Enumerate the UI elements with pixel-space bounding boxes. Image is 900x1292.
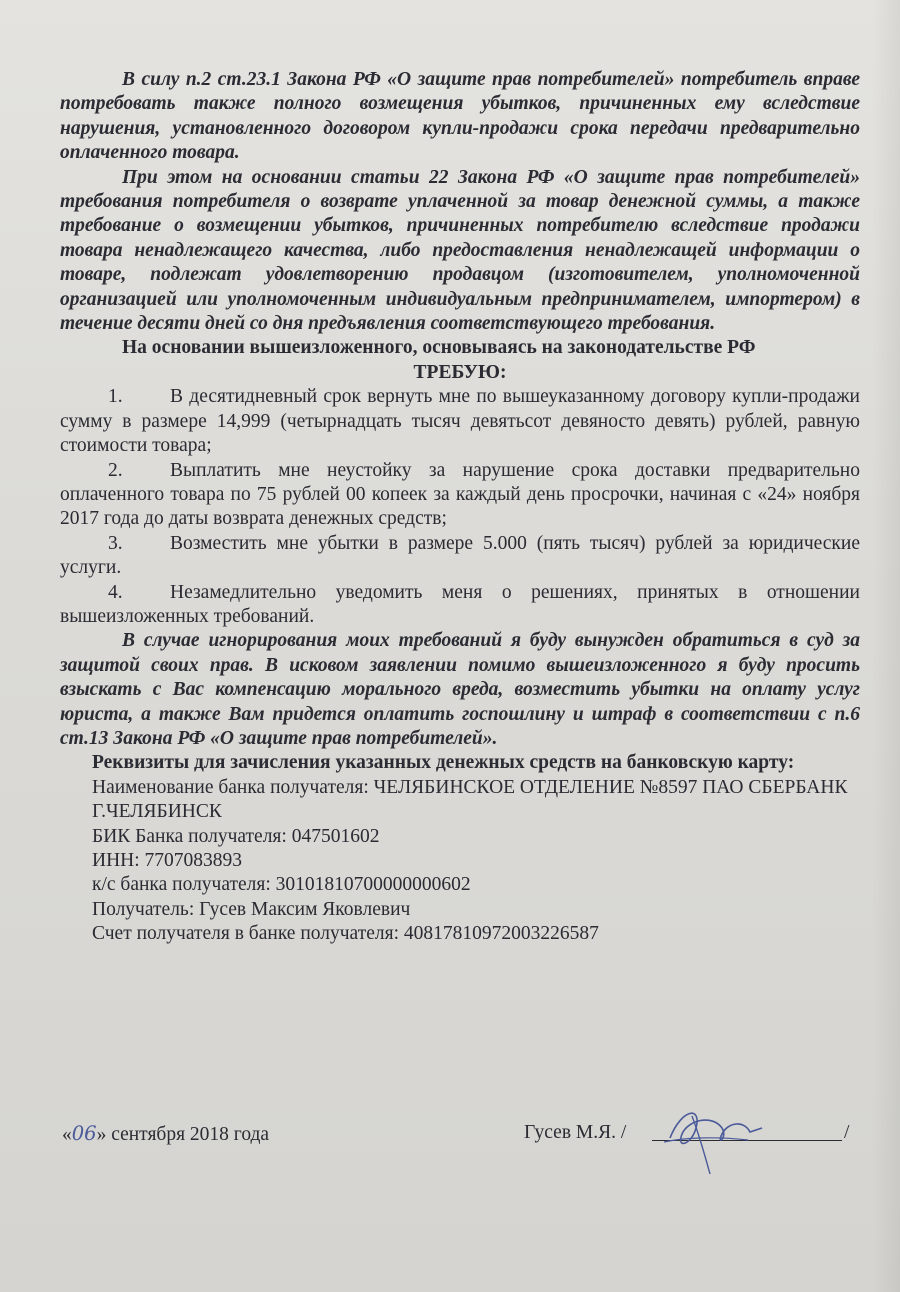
demand-number: 4.	[108, 581, 123, 603]
demand-text: Выплатить мне неустойку за нарушение срока доставки предварительно оплаченного товара по 75 рублей 00 копеек за каждый день просрочки, начиная с «24» ноября 2017 года до даты возврата денежных средств;	[60, 459, 860, 530]
paragraph-warning: В случае игнорирования моих требований я буду вынужден обратиться в суд за защитой своих прав. В исковом заявлении помимо вышеизложенного я буду просить взыскать с Вас компенсацию морального вреда, возместить убытки на оплату услуг юриста, а также Вам придется оплатить госпошлину и штраф в соответствии с п.6 ст.13 Закона РФ «О защите прав потребителей».	[60, 630, 860, 749]
bank-requisites	[60, 751, 860, 946]
paragraph-basis: На основании вышеизложенного, основываясь на законодательстве РФ	[122, 337, 756, 359]
requisites-title: Реквизиты для зачисления указанных денежных средств на банковскую карту:	[92, 752, 795, 774]
demand-item	[60, 459, 860, 532]
handwritten-signature-icon	[652, 1098, 772, 1178]
document-footer	[62, 1116, 862, 1156]
recipient-name: Получатель: Гусев Максим Яковлевич	[92, 898, 411, 920]
document-date	[62, 1122, 269, 1146]
paragraph-consumer-rights: В силу п.2 ст.23.1 Закона РФ «О защите прав потребителей» потребитель вправе потребовать также полного возмещения убытков, причиненных ему вследствие нарушения, установленного договором купли-продажи срока передачи предварительно оплаченного товара.	[60, 69, 860, 164]
date-rest: » сентября 2018 года	[96, 1124, 270, 1145]
bank-name: Наименование банка получателя: ЧЕЛЯБИНСКОЕ ОТДЕЛЕНИЕ №8597 ПАО СБЕРБАНК Г.ЧЕЛЯБИНСК	[92, 776, 848, 823]
demand-heading: ТРЕБУЮ:	[413, 361, 507, 383]
bank-bik: БИК Банка получателя: 047501602	[92, 825, 380, 847]
demand-list	[60, 385, 860, 629]
signature-slash: /	[844, 1122, 850, 1143]
signer-name: Гусев М.Я. /	[524, 1122, 627, 1143]
demand-text: Возместить мне убытки в размере 5.000 (пять тысяч) рублей за юридические услуги.	[60, 532, 860, 579]
recipient-account: Счет получателя в банке получателя: 40817810972003226587	[92, 923, 599, 945]
demand-number: 2.	[108, 459, 123, 481]
demand-number: 3.	[108, 532, 123, 554]
demand-item	[60, 532, 860, 581]
document-body	[60, 68, 860, 947]
date-day-handwritten: 06	[71, 1122, 97, 1145]
bank-inn: ИНН: 7707083893	[92, 850, 243, 871]
demand-item	[60, 385, 860, 458]
demand-text: В десятидневный срок вернуть мне по вышеуказанному договору купли-продажи сумму в размере 14,999 (четырнадцать тысяч девятьсот девяносто девять) рублей, равную стоимости товара;	[60, 386, 860, 457]
demand-number: 1.	[108, 386, 123, 408]
demand-item	[60, 581, 860, 630]
demand-text: Незамедлительно уведомить меня о решениях, принятых в отношении вышеизложенных требований.	[60, 581, 860, 627]
paragraph-article-22: При этом на основании статьи 22 Закона РФ «О защите прав потребителей» требования потребителя о возврате уплаченной за товар денежной суммы, а также требование о возмещении убытков, причиненных потребителю вследствие продажи товара ненадлежащего качества, либо предоставления ненадлежащей информации о товаре, подлежат удовлетворению продавцом (изготовителем, уполномоченной организацией или уполномоченным индивидуальным предпринимателем, импортером) в течение десяти дней со дня предъявления соответствующего требования.	[60, 166, 860, 335]
date-quote-open: «	[62, 1124, 72, 1145]
bank-correspondent-account: к/с банка получателя: 30101810700000000602	[92, 874, 471, 896]
